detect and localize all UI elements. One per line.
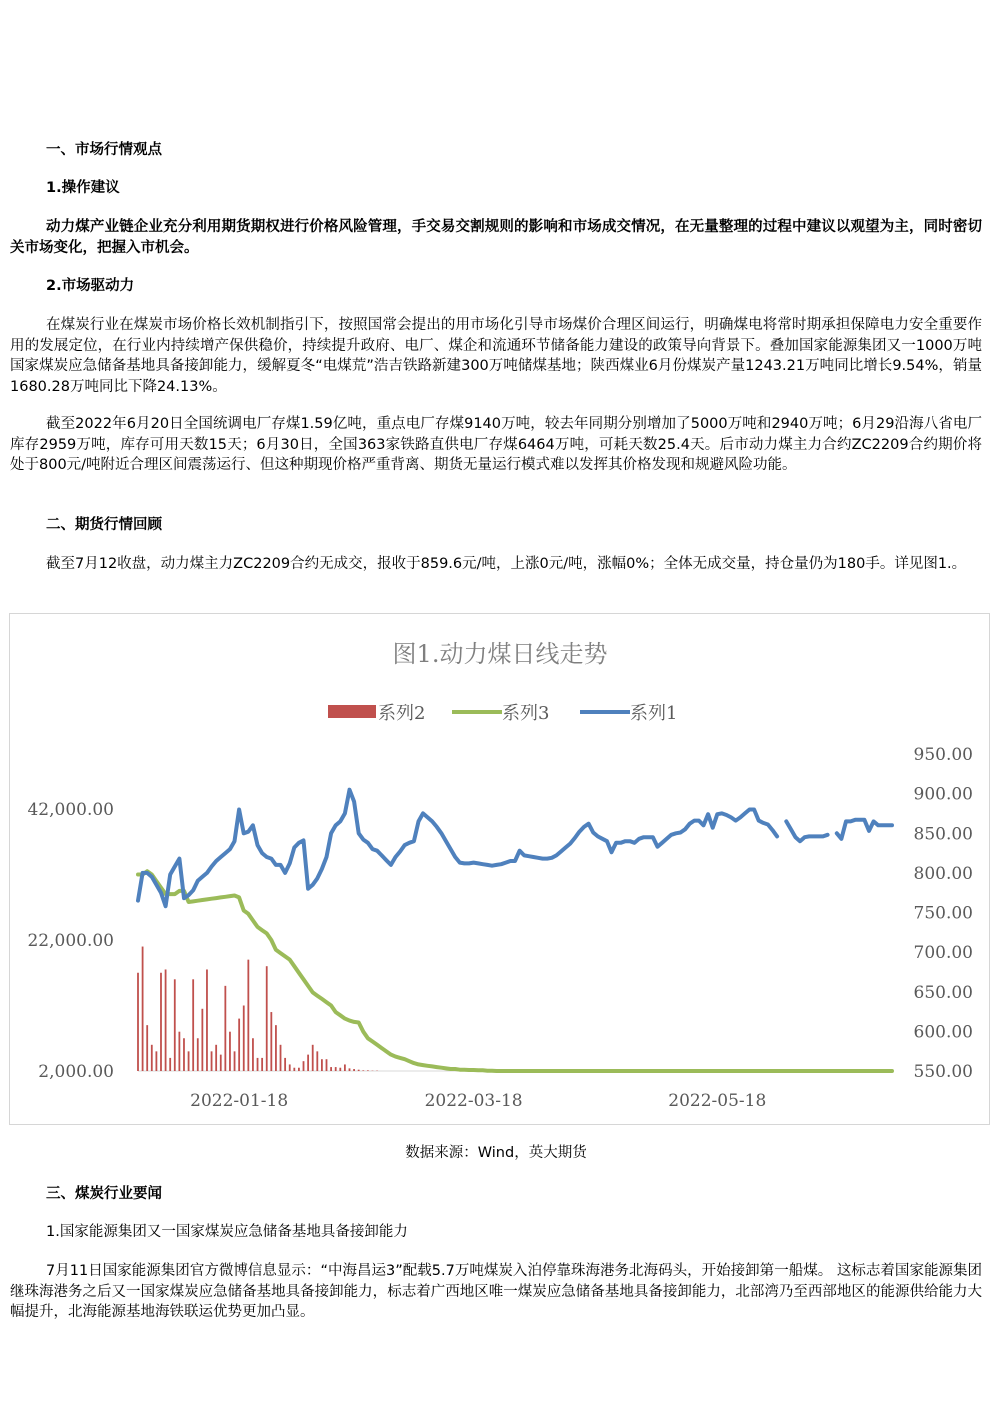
series-2-bar (284, 1058, 286, 1071)
right-tick-label: 800.00 (913, 863, 973, 884)
series-2-bar (165, 969, 167, 1071)
futures-review-paragraph: 截至7月12收盘，动力煤主力ZC2209合约无成交，报收于859.6元/吨，上涨0元/吨，涨幅0%；全体无成交量，持仓量仍为180手。详见图1.。 (46, 556, 967, 572)
series-2-bar (358, 1070, 360, 1071)
series-2-bar (220, 1055, 222, 1071)
left-tick-label: 42,000.00 (27, 800, 114, 820)
chart-lines (138, 790, 892, 1071)
series-2-bar (344, 1064, 346, 1071)
series-2-bar (247, 960, 249, 1071)
series-2-bar (151, 1045, 153, 1071)
legend-swatch (328, 705, 376, 718)
series-1-line (138, 790, 892, 907)
series-2-bar (224, 986, 226, 1071)
series-2-bar (178, 1032, 180, 1071)
series-2-bars (137, 947, 378, 1071)
section-title-news: 三、煤炭行业要闻 (46, 1186, 162, 1202)
series-2-bar (229, 1032, 231, 1071)
right-tick-label: 700.00 (913, 943, 973, 964)
section-title-market: 一、市场行情观点 (46, 142, 162, 158)
series-2-bar (270, 1012, 272, 1071)
series-2-bar (307, 1055, 309, 1071)
chart-axes (27, 745, 973, 1111)
series-2-bar (353, 1069, 355, 1071)
subheading-drivers: 2.市场驱动力 (46, 278, 135, 294)
legend-item (580, 703, 677, 724)
series-2-bar (330, 1067, 332, 1071)
series-2-bar (183, 1038, 185, 1071)
left-tick-label: 2,000.00 (38, 1062, 114, 1082)
chart-svg (10, 614, 991, 1126)
series-2-bar (160, 973, 162, 1071)
series-2-bar (266, 966, 268, 1071)
series-2-bar (339, 1068, 341, 1071)
series-2-bar (192, 979, 194, 1071)
series-2-bar (142, 947, 144, 1071)
data-source-note: 数据来源：Wind，英大期货 (405, 1145, 587, 1161)
right-tick-label: 900.00 (913, 784, 973, 805)
series-2-bar (188, 1051, 190, 1071)
series-2-bar (367, 1070, 369, 1071)
drivers-paragraph-2: 截至2022年6月20日全国统调电厂存煤1.59亿吨，重点电厂存煤9140万吨，较去年同期分别增加了5000万吨和2940万吨；6月29沿海八省电厂库存2959万吨，库存可用天数15天；6月30日，全国363家铁路直供电厂存煤6464万吨，可耗天数25.4天。后市动力煤主力合约ZC2209合约期价将处于800元/吨附近合理区间震荡运行、但这种期现价格严重背离、期货无量运行模式难以发挥其价格发现和规避风险功能。 (10, 416, 982, 473)
series-2-bar (316, 1051, 318, 1071)
series-2-bar (298, 1068, 300, 1071)
series-2-bar (169, 1058, 171, 1071)
series-2-bar (257, 1058, 259, 1071)
x-tick-label: 2022-03-18 (424, 1091, 523, 1111)
series-2-bar (312, 1045, 314, 1071)
series-2-bar (215, 1045, 217, 1071)
series-2-bar (155, 1051, 157, 1071)
series-2-bar (137, 973, 139, 1071)
series-2-bar (335, 1067, 337, 1071)
series-2-bar (197, 1038, 199, 1071)
right-tick-label: 750.00 (913, 903, 973, 924)
series-2-bar (243, 1006, 245, 1072)
left-tick-label: 22,000.00 (27, 931, 114, 951)
right-tick-label: 550.00 (913, 1062, 973, 1082)
legend-item (452, 703, 549, 724)
legend-label: 系列2 (378, 703, 426, 724)
series-2-bar (289, 1064, 291, 1071)
series-2-bar (321, 1059, 323, 1071)
series-2-bar (261, 1058, 263, 1071)
legend-label: 系列3 (502, 703, 550, 724)
right-tick-label: 600.00 (913, 1022, 973, 1043)
series-2-bar (326, 1059, 328, 1071)
series-3-line (138, 871, 892, 1071)
series-2-bar (201, 1009, 203, 1071)
section-title-futures: 二、期货行情回顾 (46, 517, 162, 533)
right-tick-label: 850.00 (913, 824, 973, 845)
series-2-bar (211, 1051, 213, 1071)
right-tick-label: 950.00 (913, 745, 973, 765)
news-item-1-body: 7月11日国家能源集团官方微博信息显示：“中海昌运3”配载5.7万吨煤炭入泊停靠珠海港务北海码头，开始接卸第一船煤。 这标志着国家能源集团继珠海港务之后又一国家煤炭应急储备基地具备接卸能力，标志着广西地区唯一煤炭应急储备基地具备接卸能力，北部湾乃至西部地区的能源供给能力大幅提升，北海能源基地海铁联运优势更加凸显。 (10, 1263, 982, 1320)
chart-title: 图1.动力煤日线走势 (392, 640, 608, 668)
advice-paragraph: 动力煤产业链企业充分利用期货期权进行价格风险管理，手交易交割规则的影响和市场成交情况，在无量整理的过程中建议以观望为主，同时密切关市场变化，把握入市机会。 (10, 219, 982, 256)
series-2-bar (238, 1019, 240, 1071)
series-2-bar (280, 1045, 282, 1071)
price-chart (9, 613, 990, 1125)
series-2-bar (146, 1025, 148, 1071)
drivers-paragraph-1: 在煤炭行业在煤炭市场价格长效机制指引下，按照国常会提出的用市场化引导市场煤价合理区间运行，明确煤电将常时期承担保障电力安全重要作用的发展定位，在行业内持续增产保供稳价，持续提升政府、电厂、煤企和流通环节储备能力建设的政策导向背景下。叠加国家能源集团又一1000万吨国家煤炭应急储备基地具备接卸能力，缓解夏冬“电煤荒”浩吉铁路新建300万吨储煤基地；陕西煤业6月份煤炭产量1243.21万吨同比增长9.54%，销量1680.28万吨同比下降24.13%。 (10, 317, 982, 395)
series-2-bar (303, 1061, 305, 1071)
series-2-bar (362, 1070, 364, 1071)
series-2-bar (252, 1038, 254, 1071)
right-tick-label: 650.00 (913, 982, 973, 1003)
series-2-bar (206, 969, 208, 1071)
x-tick-label: 2022-01-18 (190, 1091, 289, 1111)
news-item-1-title: 1.国家能源集团又一国家煤炭应急储备基地具备接卸能力 (46, 1224, 408, 1240)
chart-legend (328, 703, 677, 724)
subheading-advice: 1.操作建议 (46, 180, 120, 196)
legend-item (328, 703, 425, 724)
legend-label: 系列1 (630, 703, 678, 724)
x-tick-label: 2022-05-18 (668, 1091, 767, 1111)
series-2-bar (234, 1051, 236, 1071)
series-2-bar (293, 1068, 295, 1071)
series-2-bar (349, 1068, 351, 1071)
series-2-bar (275, 1025, 277, 1071)
series-2-bar (174, 979, 176, 1071)
